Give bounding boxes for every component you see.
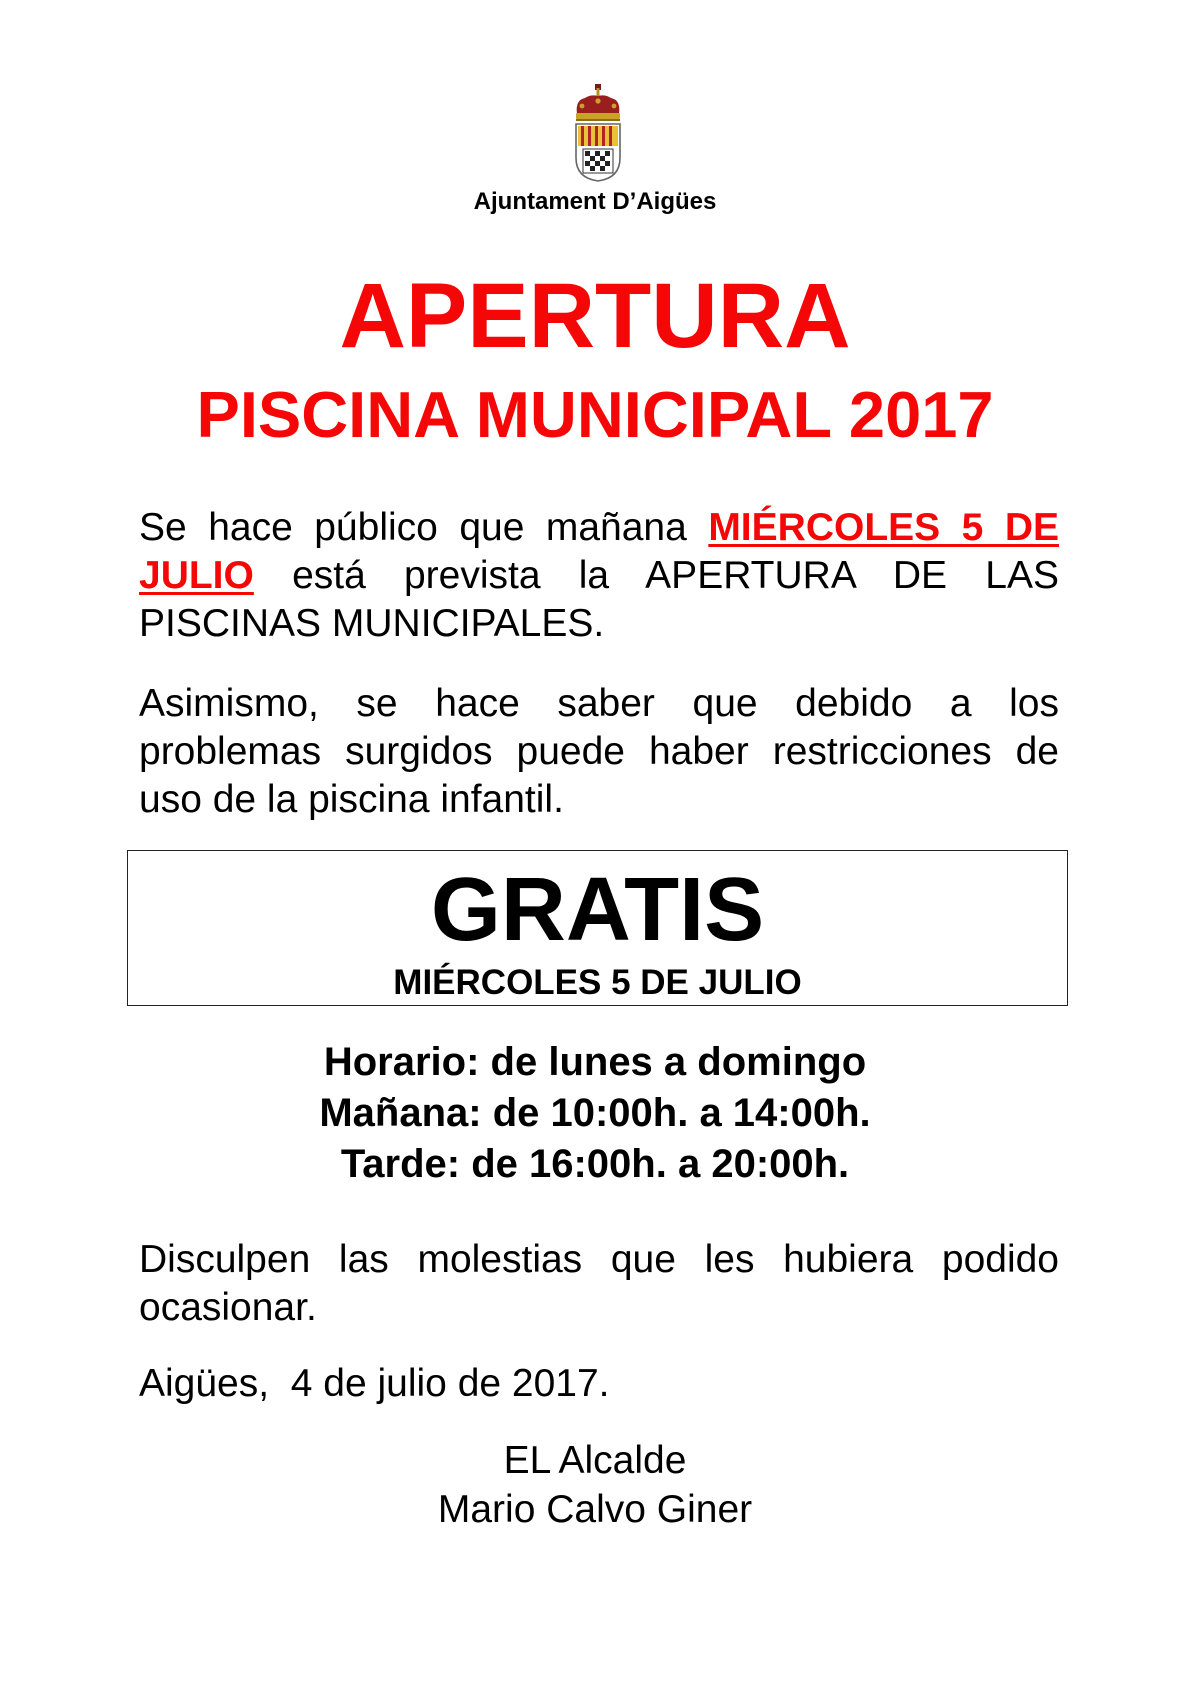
signer-role: EL Alcalde xyxy=(503,1439,687,1482)
place-and-date: Aigües, 4 de julio de 2017. xyxy=(139,1362,610,1405)
announcement-text-end: está prevista la APERTURA DE LAS PISCINAS MUNICIPALES. xyxy=(139,554,1059,645)
apology-text: Disculpen las molestias que les hubiera podido ocasionar. xyxy=(139,1238,1059,1329)
organization-name: Ajuntament D’Aigües xyxy=(473,188,717,215)
coat-of-arms-icon xyxy=(571,84,625,182)
free-entry-title: GRATIS xyxy=(430,860,765,960)
opening-date-highlight: MIÉRCOLES 5 DE JULIO xyxy=(139,506,1060,597)
schedule-days: Horario: de lunes a domingo xyxy=(323,1040,867,1084)
page-title: APERTURA xyxy=(339,265,851,367)
free-entry-date: MIÉRCOLES 5 DE JULIO xyxy=(393,963,802,1002)
schedule-morning: Mañana: de 10:00h. a 14:00h. xyxy=(319,1091,871,1135)
restrictions-notice: Asimismo, se hace saber que debido a los problemas surgidos puede haber restricciones de uso de la piscina infantil. xyxy=(139,682,1059,821)
signer-name: Mario Calvo Giner xyxy=(437,1488,753,1531)
page-subtitle: PISCINA MUNICIPAL 2017 xyxy=(196,378,994,451)
opening-announcement xyxy=(139,504,1059,648)
announcement-text-start: Se hace público que mañana xyxy=(139,506,709,549)
schedule-afternoon: Tarde: de 16:00h. a 20:00h. xyxy=(340,1142,850,1186)
free-entry-box xyxy=(127,850,1068,1006)
